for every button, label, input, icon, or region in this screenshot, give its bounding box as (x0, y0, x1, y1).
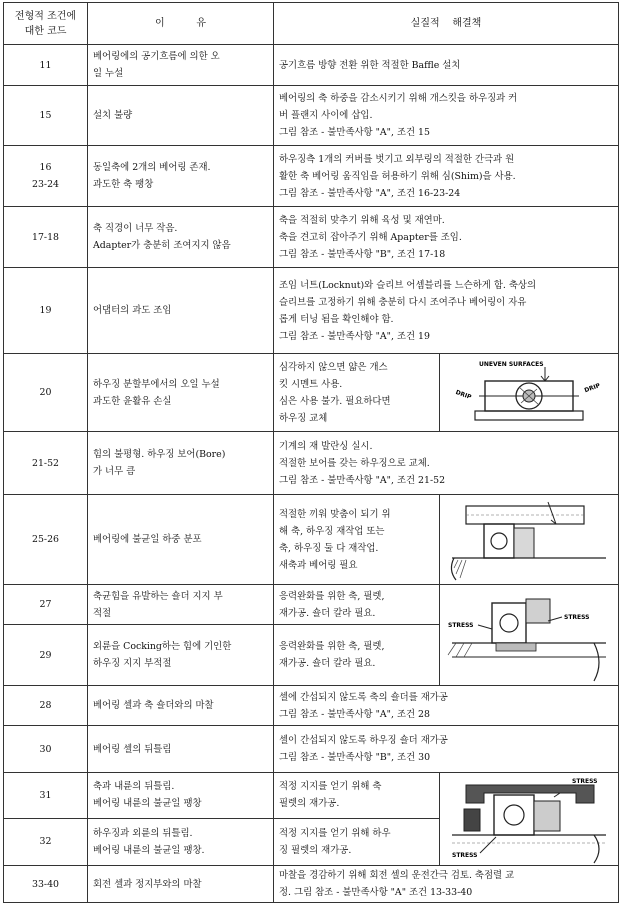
solution-cell (274, 354, 440, 432)
reason-cell (88, 625, 274, 686)
reason-line: 축균힘을 유발하는 숄더 지지 부 (93, 590, 223, 602)
table-row (4, 354, 619, 432)
solution-line: 축을 견고히 잡아주기 위해 Apapter를 조임. (279, 231, 462, 243)
reason-line: 어댑터의 과도 조임 (93, 305, 172, 316)
code-line: 23-24 (31, 179, 60, 190)
drip-left-label: DRIP (454, 388, 473, 401)
reason-cell (88, 495, 274, 585)
reason-line: 일 누설 (93, 68, 124, 79)
solution-cell (274, 268, 619, 354)
condition-code (4, 495, 88, 585)
solution-cell (274, 773, 440, 819)
table-row (4, 686, 619, 726)
bearing-shaft-section-illustration (444, 498, 614, 582)
code-line: 11 (39, 59, 52, 71)
reason-line: 베어링 셀의 뒤틀림 (93, 743, 172, 755)
reason-line: 베어링 내륜의 불균일 팽창. (93, 844, 205, 856)
figure-stress-shoulder (440, 585, 619, 686)
table-row (4, 726, 619, 773)
solution-line: 킷 시멘트 사용. (279, 378, 343, 390)
solution-line: 버 플랜지 사이에 삽입. (279, 110, 373, 121)
code-line: 32 (39, 836, 52, 848)
solution-cell (274, 146, 619, 207)
solution-line: 그림 참조 - 불만족사항 "A", 조건 15 (279, 127, 430, 138)
code-line: 30 (39, 743, 52, 755)
header-code-line: 전형적 조건에 (14, 10, 77, 22)
solution-line: 조임 너트(Locknut)와 슬리브 어셈블리를 느슨하게 함. 축상의 (279, 279, 537, 291)
reason-cell (88, 86, 274, 146)
solution-line: 기계의 재 발란싱 실시. (279, 440, 373, 452)
reason-line: 설치 불량 (93, 110, 133, 121)
condition-code (4, 818, 88, 865)
table-row (4, 495, 619, 585)
table-row (4, 45, 619, 86)
solution-line: 베어링의 축 하중을 감소시키기 위해 개스킷을 하우징과 커 (279, 93, 518, 104)
table-row (4, 773, 619, 819)
reason-cell (88, 146, 274, 207)
reason-line: 하우징과 외륜의 뒤틀림. (93, 827, 193, 839)
figure-uneven-surfaces (440, 354, 619, 432)
reason-cell (88, 866, 274, 903)
solution-cell (274, 495, 440, 585)
code-line: 31 (39, 789, 52, 801)
figure-stress-fillet (440, 773, 619, 866)
solution-line: 그림 참조 - 불만족사항 "B", 조건 17-18 (279, 248, 446, 260)
condition-code (4, 45, 88, 86)
reason-line: 축 직경이 너무 작음. (93, 223, 178, 234)
reason-line: 하우징 지지 부적절 (93, 658, 172, 670)
condition-code (4, 207, 88, 268)
header-row (4, 3, 619, 45)
solution-line: 재가공. 숄더 칼라 필요. (279, 607, 376, 619)
reason-cell (88, 354, 274, 432)
solution-cell (274, 86, 619, 146)
condition-code (4, 625, 88, 686)
code-line: 15 (39, 110, 52, 121)
reason-line: 적절 (93, 607, 112, 619)
code-line: 19 (39, 305, 52, 316)
reason-cell (88, 818, 274, 865)
reason-line: 회전 셀과 정지부와의 마찰 (93, 878, 202, 890)
solution-line: 정. 그림 참조 - 불만족사항 "A" 조건 13-33-40 (279, 887, 473, 898)
solution-line: 응력완화를 위한 축, 필렛, (279, 590, 385, 602)
condition-code (4, 268, 88, 354)
solution-cell (274, 585, 440, 625)
reason-cell (88, 268, 274, 354)
reason-line: 동일축에 2개의 베어링 존재. (93, 162, 211, 173)
solution-line: 축, 하우징 둘 다 재작업. (279, 542, 379, 554)
stress-top-label: STRESS (572, 778, 598, 785)
solution-line: 그림 참조 - 불만족사항 "B", 조건 30 (279, 752, 431, 763)
reason-line: 베어링 내륜의 불균일 팽창 (93, 798, 202, 810)
solution-cell (274, 818, 440, 865)
table-row (4, 86, 619, 146)
solution-line: 그림 참조 - 불만족사항 "A", 조건 19 (279, 330, 430, 342)
fillet-stress-illustration (444, 773, 614, 865)
reason-line: 베어링에의 공기흐름에 의한 오 (93, 51, 220, 62)
solution-line: 그림 참조 - 불만족사항 "A", 조건 16-23-24 (279, 187, 461, 199)
solution-cell (274, 207, 619, 268)
reason-cell (88, 45, 274, 86)
solution-line: 새축과 베어링 필요 (279, 559, 358, 571)
solution-line: 적정 지지를 얻기 위해 하우 (279, 827, 391, 839)
header-code (4, 3, 88, 45)
solution-line: 징 필렛의 재가공. (279, 844, 352, 856)
condition-code (4, 146, 88, 207)
troubleshooting-table (3, 2, 619, 903)
solution-line: 적정 지지를 얻기 위해 축 (279, 781, 382, 793)
solution-line: 재가공. 숄더 칼라 필요. (279, 658, 376, 670)
reason-line: 힘의 불평형. 하우징 보어(Bore) (93, 449, 226, 460)
solution-line: 하우징 교체 (279, 412, 328, 424)
bearing-housing-drip-illustration (449, 357, 609, 429)
table-row (4, 146, 619, 207)
condition-code (4, 354, 88, 432)
reason-cell (88, 773, 274, 819)
table-row (4, 207, 619, 268)
reason-line: 과도한 윤활유 손실 (93, 395, 172, 407)
solution-line: 심은 사용 불가. 필요하다면 (279, 395, 391, 407)
table-row (4, 268, 619, 354)
condition-code (4, 86, 88, 146)
reason-cell (88, 726, 274, 773)
drip-right-label: DRIP (583, 381, 602, 394)
solution-line: 해 축, 하우징 재작업 또는 (279, 525, 385, 537)
solution-line: 적절한 끼워 맞춤이 되기 위 (279, 508, 391, 520)
code-line: 17-18 (31, 231, 60, 243)
reason-cell (88, 432, 274, 495)
reason-line: 가 너무 큼 (93, 466, 136, 477)
figure-uneven-load (440, 495, 619, 585)
header-code-line: 대한 코드 (24, 25, 67, 37)
reason-cell (88, 207, 274, 268)
solution-cell (274, 45, 619, 86)
table-row (4, 432, 619, 495)
header-reason: 이 유 (88, 3, 274, 45)
uneven-surfaces-label: UNEVEN SURFACES (479, 360, 544, 368)
solution-line: 하우징측 1개의 커버를 벗기고 외부링의 적절한 간극과 원 (279, 153, 515, 165)
solution-line: 그림 참조 - 불만족사항 "A", 조건 28 (279, 708, 430, 720)
solution-line: 심각하지 않으면 얇은 개스 (279, 361, 388, 373)
solution-line: 그림 참조 - 불만족사항 "A", 조건 21-52 (279, 474, 446, 486)
stress-bottom-label: STRESS (452, 852, 478, 859)
code-line: 21-52 (31, 457, 60, 469)
reason-cell (88, 585, 274, 625)
code-line: 33-40 (31, 878, 60, 890)
condition-code (4, 866, 88, 903)
reason-line: 베어링에 불균일 하중 분포 (93, 534, 202, 545)
code-line: 27 (39, 599, 52, 611)
condition-code (4, 585, 88, 625)
reason-line: Adapter가 충분히 조여지지 않음 (93, 240, 231, 251)
reason-line: 베어링 셀과 축 숄더와의 마찰 (93, 700, 214, 711)
code-line: 28 (39, 700, 52, 711)
solution-line: 응력완화를 위한 축, 필렛, (279, 641, 385, 653)
solution-cell (274, 726, 619, 773)
shoulder-stress-illustration (444, 585, 614, 685)
condition-code (4, 726, 88, 773)
table-row (4, 866, 619, 903)
header-solution: 실질적 해결책 (274, 3, 619, 45)
reason-cell (88, 686, 274, 726)
solution-line: 축을 적절히 맞추기 위해 육성 및 재연마. (279, 214, 445, 226)
reason-line: 축과 내륜의 뒤틀림. (93, 781, 175, 793)
code-line: 20 (39, 387, 52, 398)
stress-left-label: STRESS (448, 622, 474, 629)
solution-line: 롭게 터닝 됨을 확인해야 함. (279, 313, 394, 325)
table-row (4, 585, 619, 625)
code-line: 25-26 (31, 534, 60, 545)
reason-line: 과도한 축 팽창 (93, 179, 154, 190)
solution-line: 필렛의 재가공. (279, 798, 340, 810)
code-line: 29 (39, 649, 52, 661)
solution-cell (274, 686, 619, 726)
condition-code (4, 432, 88, 495)
condition-code (4, 773, 88, 819)
solution-line: 적절한 보어를 갖는 하우징으로 교체. (279, 457, 430, 469)
solution-line: 셀에 간섭되지 않도록 축의 숄더를 재가공 (279, 691, 448, 703)
solution-cell (274, 432, 619, 495)
solution-line: 셀이 간섭되지 않도록 하우징 숄더 재가공 (279, 735, 448, 746)
code-line: 16 (39, 162, 52, 173)
solution-cell (274, 625, 440, 686)
reason-line: 외륜을 Cocking하는 힘에 기인한 (93, 641, 232, 653)
solution-line: 마찰을 경감하기 위해 회전 셀의 운전간극 검토. 축점렬 교 (279, 870, 515, 881)
reason-line: 하우징 분할부에서의 오일 누설 (93, 378, 220, 390)
stress-right-label: STRESS (564, 614, 590, 621)
solution-line: 공기흐름 방향 전환 위한 적절한 Baffle 설치 (279, 59, 461, 71)
solution-cell (274, 866, 619, 903)
condition-code (4, 686, 88, 726)
solution-line: 슬리브를 고정하기 위해 충분히 다시 조여주나 베어링이 자유 (279, 296, 527, 308)
solution-line: 활한 축 베어링 움직임을 허용하기 위해 심(Shim)을 사용. (279, 170, 516, 182)
